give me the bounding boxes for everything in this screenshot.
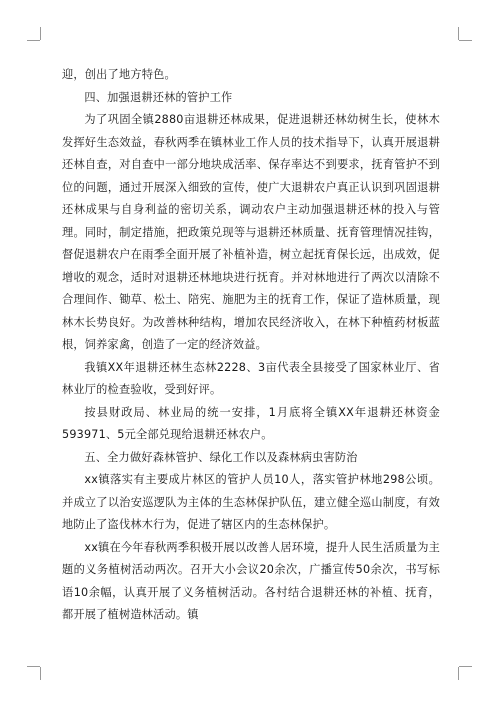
paragraph-consolidation: 为了巩固全镇2880亩退耕还林成果，促进退耕还林幼树生长，使林木发挥好生态效益，春秋两季在镇林业工作人员的技术指导下，认真开展退耕还林自查，对自查中一部分地块成活率、保存率达不到要求，抚育管护不到位的问题，通过开展深入细致的宣传，使广大退耕农户真正认识到巩固退耕还林成果与自身利益的密切关系，调动农户主动加强退耕还林的投入与管理。同时，制定措施，把政策兑现等与退耕还林质量、抚育管理情况挂钩，督促退耕农户在雨季全面开展了补植补造，树立起抚育保长远，出成效，促增收的观念，适时对退耕还林地块进行抚育。并对林地进行了两次以清除不合理间作、锄草、松土、陪宪、施肥为主的抚育工作，保证了造林质量，现林木长势良好。为改善林种结构，增加农民经济收入，在林下种植药材板蓝根，饲养家禽，创造了一定的经济效益。	[62, 113, 440, 351]
section-heading-5: 五、全力做好森林管护、绿化工作以及森林病虫害防治	[84, 450, 358, 464]
paragraph-tree-planting: xx镇在今年春秋两季积极开展以改善人居环境，提升人民生活质量为主题的义务植树活动两次。召开大小会议20余次，广播宣传50余次，书写标语10余幅，认真开展了义务植树活动。各村结合退耕还林的补植、抚育，都开展了植树造林活动。镇	[62, 540, 440, 621]
paragraph-continuation: 迎，创出了地方特色。	[62, 68, 176, 81]
section-heading-4: 四、加强退耕还林的管护工作	[84, 90, 233, 104]
document-body	[62, 64, 440, 627]
paragraph-funds: 按县财政局、林业局的统一安排，1月底将全镇XX年退耕还林资金593971、5元全部兑现给退耕还林农户。	[62, 405, 440, 441]
paragraph-inspection: 我镇XX年退耕还林生态林2228、3亩代表全县接受了国家林业厅、省林业厅的检查验收，受到好评。	[62, 360, 440, 396]
paragraph-forest-protection: xx镇落实有主要成片林区的管护人员10人，落实管护林地298公顷。并成立了以治安巡逻队为主体的生态林保护队伍，建立健全巡山制度，有效地防止了盗伐林木行为，促进了辖区内的生态林保护。	[62, 473, 440, 531]
